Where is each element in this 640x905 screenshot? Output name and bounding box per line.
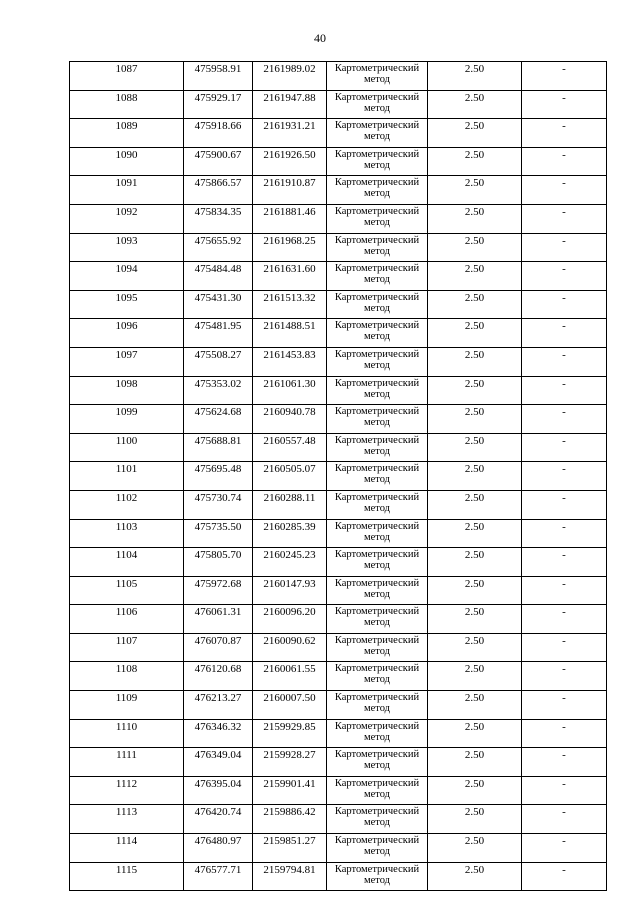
y-coordinate-cell: 2159929.85 — [253, 719, 327, 748]
table-row — [70, 204, 607, 233]
x-coordinate-cell: 475353.02 — [184, 376, 253, 405]
method-label-line2: метод — [363, 159, 391, 171]
y-coordinate-cell: 2160557.48 — [253, 433, 327, 462]
method-cell — [327, 233, 428, 262]
point-number-cell: 1100 — [70, 433, 184, 462]
table-row — [70, 719, 607, 748]
table-row — [70, 262, 607, 291]
y-coordinate-cell: 2161931.21 — [253, 119, 327, 148]
y-coordinate-cell: 2161631.60 — [253, 262, 327, 291]
x-coordinate-cell: 475481.95 — [184, 319, 253, 348]
method-cell — [327, 376, 428, 405]
method-label-line2: метод — [363, 74, 391, 85]
description-cell: - — [522, 62, 607, 91]
x-coordinate-cell: 476349.04 — [184, 748, 253, 777]
accuracy-cell: 2.50 — [428, 633, 522, 662]
table-row — [70, 347, 607, 376]
y-coordinate-cell: 2161926.50 — [253, 147, 327, 176]
coordinates-table-body — [70, 62, 607, 891]
y-coordinate-cell: 2160090.62 — [253, 633, 327, 662]
method-label-line1: Картометрический — [334, 606, 420, 618]
method-cell — [327, 633, 428, 662]
accuracy-cell: 2.50 — [428, 347, 522, 376]
point-number-cell: 1113 — [70, 805, 184, 834]
x-coordinate-cell: 476070.87 — [184, 633, 253, 662]
table-row — [70, 862, 607, 891]
x-coordinate-cell: 475431.30 — [184, 290, 253, 319]
method-label-line2: метод — [363, 760, 391, 772]
method-label-line2: метод — [363, 731, 391, 743]
point-number-cell: 1110 — [70, 719, 184, 748]
y-coordinate-cell: 2159886.42 — [253, 805, 327, 834]
method-label-line2: метод — [363, 588, 391, 600]
description-cell: - — [522, 347, 607, 376]
method-cell — [327, 290, 428, 319]
description-cell: - — [522, 290, 607, 319]
description-cell: - — [522, 462, 607, 491]
page-number: 40 — [314, 31, 326, 45]
method-label-line1: Картометрический — [334, 463, 420, 475]
method-label-line1: Картометрический — [334, 806, 420, 818]
description-cell: - — [522, 376, 607, 405]
accuracy-cell: 2.50 — [428, 462, 522, 491]
point-number-cell: 1099 — [70, 405, 184, 434]
y-coordinate-cell: 2160061.55 — [253, 662, 327, 691]
method-cell — [327, 490, 428, 519]
y-coordinate-cell: 2160245.23 — [253, 548, 327, 577]
description-cell: - — [522, 776, 607, 805]
method-label-line1: Картометрический — [334, 835, 420, 847]
method-label-line2: метод — [363, 788, 391, 800]
point-number-cell: 1098 — [70, 376, 184, 405]
table-row — [70, 576, 607, 605]
method-label-line1: Картометрический — [334, 291, 420, 303]
method-cell — [327, 62, 428, 91]
table-row — [70, 319, 607, 348]
method-label-line1: Картометрический — [334, 406, 420, 418]
point-number-cell: 1114 — [70, 834, 184, 863]
x-coordinate-cell: 475972.68 — [184, 576, 253, 605]
y-coordinate-cell: 2159928.27 — [253, 748, 327, 777]
point-number-cell: 1101 — [70, 462, 184, 491]
y-coordinate-cell: 2160288.11 — [253, 490, 327, 519]
x-coordinate-cell: 476420.74 — [184, 805, 253, 834]
point-number-cell: 1108 — [70, 662, 184, 691]
y-coordinate-cell: 2161488.51 — [253, 319, 327, 348]
accuracy-cell: 2.50 — [428, 119, 522, 148]
method-cell — [327, 433, 428, 462]
table-row — [70, 462, 607, 491]
description-cell: - — [522, 862, 607, 891]
method-label-line2: метод — [363, 388, 391, 400]
description-cell: - — [522, 433, 607, 462]
table-row — [70, 748, 607, 777]
y-coordinate-cell: 2160505.07 — [253, 462, 327, 491]
accuracy-cell: 2.50 — [428, 290, 522, 319]
y-coordinate-cell: 2159794.81 — [253, 862, 327, 891]
accuracy-cell: 2.50 — [428, 376, 522, 405]
table-row — [70, 376, 607, 405]
table-row — [70, 691, 607, 720]
method-label-line2: метод — [363, 245, 391, 257]
description-cell: - — [522, 576, 607, 605]
x-coordinate-cell: 475655.92 — [184, 233, 253, 262]
point-number-cell: 1091 — [70, 176, 184, 205]
point-number-cell: 1104 — [70, 548, 184, 577]
accuracy-cell: 2.50 — [428, 748, 522, 777]
accuracy-cell: 2.50 — [428, 805, 522, 834]
table-row — [70, 119, 607, 148]
table-row — [70, 90, 607, 119]
description-cell: - — [522, 405, 607, 434]
method-cell — [327, 834, 428, 863]
accuracy-cell: 2.50 — [428, 862, 522, 891]
y-coordinate-cell: 2161061.30 — [253, 376, 327, 405]
accuracy-cell: 2.50 — [428, 90, 522, 119]
y-coordinate-cell: 2161989.02 — [253, 62, 327, 91]
method-cell — [327, 548, 428, 577]
y-coordinate-cell: 2161910.87 — [253, 176, 327, 205]
method-label-line1: Картометрический — [334, 63, 420, 74]
method-label-line1: Картометрический — [334, 491, 420, 503]
accuracy-cell: 2.50 — [428, 662, 522, 691]
accuracy-cell: 2.50 — [428, 62, 522, 91]
description-cell: - — [522, 490, 607, 519]
x-coordinate-cell: 475929.17 — [184, 90, 253, 119]
point-number-cell: 1093 — [70, 233, 184, 262]
table-row — [70, 548, 607, 577]
point-number-cell: 1103 — [70, 519, 184, 548]
description-cell: - — [522, 834, 607, 863]
table-row — [70, 62, 607, 91]
method-label-line1: Картометрический — [334, 263, 420, 275]
y-coordinate-cell: 2160147.93 — [253, 576, 327, 605]
description-cell: - — [522, 233, 607, 262]
method-label-line2: метод — [363, 102, 391, 114]
x-coordinate-cell: 476346.32 — [184, 719, 253, 748]
method-cell — [327, 405, 428, 434]
table-row — [70, 834, 607, 863]
description-cell: - — [522, 605, 607, 634]
coordinates-table — [69, 61, 607, 891]
method-label-line2: метод — [363, 617, 391, 629]
description-cell: - — [522, 262, 607, 291]
point-number-cell: 1089 — [70, 119, 184, 148]
description-cell: - — [522, 691, 607, 720]
point-number-cell: 1097 — [70, 347, 184, 376]
y-coordinate-cell: 2161968.25 — [253, 233, 327, 262]
table-row — [70, 490, 607, 519]
method-label-line2: метод — [363, 274, 391, 286]
description-cell: - — [522, 519, 607, 548]
accuracy-cell: 2.50 — [428, 262, 522, 291]
x-coordinate-cell: 476395.04 — [184, 776, 253, 805]
table-row — [70, 176, 607, 205]
point-number-cell: 1096 — [70, 319, 184, 348]
table-row — [70, 433, 607, 462]
method-label-line1: Картометрический — [334, 177, 420, 189]
method-label-line1: Картометрический — [334, 148, 420, 160]
method-cell — [327, 605, 428, 634]
x-coordinate-cell: 476120.68 — [184, 662, 253, 691]
accuracy-cell: 2.50 — [428, 319, 522, 348]
accuracy-cell: 2.50 — [428, 605, 522, 634]
method-label-line1: Картометрический — [334, 120, 420, 132]
method-label-line2: метод — [363, 331, 391, 343]
method-cell — [327, 147, 428, 176]
description-cell: - — [522, 748, 607, 777]
description-cell: - — [522, 119, 607, 148]
description-cell: - — [522, 147, 607, 176]
method-label-line1: Картометрический — [334, 348, 420, 360]
x-coordinate-cell: 475508.27 — [184, 347, 253, 376]
accuracy-cell: 2.50 — [428, 519, 522, 548]
point-number-cell: 1092 — [70, 204, 184, 233]
description-cell: - — [522, 805, 607, 834]
method-label-line2: метод — [363, 846, 391, 858]
y-coordinate-cell: 2161453.83 — [253, 347, 327, 376]
method-label-line2: метод — [363, 674, 391, 686]
table-row — [70, 233, 607, 262]
accuracy-cell: 2.50 — [428, 776, 522, 805]
method-cell — [327, 462, 428, 491]
method-cell — [327, 519, 428, 548]
table-row — [70, 519, 607, 548]
accuracy-cell: 2.50 — [428, 548, 522, 577]
description-cell: - — [522, 719, 607, 748]
method-label-line1: Картометрический — [334, 520, 420, 532]
method-cell — [327, 204, 428, 233]
y-coordinate-cell: 2159901.41 — [253, 776, 327, 805]
x-coordinate-cell: 475834.35 — [184, 204, 253, 233]
point-number-cell: 1107 — [70, 633, 184, 662]
method-label-line2: метод — [363, 417, 391, 429]
description-cell: - — [522, 176, 607, 205]
method-label-line2: метод — [363, 359, 391, 371]
method-cell — [327, 576, 428, 605]
method-cell — [327, 262, 428, 291]
accuracy-cell: 2.50 — [428, 233, 522, 262]
x-coordinate-cell: 475735.50 — [184, 519, 253, 548]
method-cell — [327, 662, 428, 691]
accuracy-cell: 2.50 — [428, 834, 522, 863]
x-coordinate-cell: 475900.67 — [184, 147, 253, 176]
x-coordinate-cell: 476213.27 — [184, 691, 253, 720]
x-coordinate-cell: 475958.91 — [184, 62, 253, 91]
accuracy-cell: 2.50 — [428, 147, 522, 176]
table-row — [70, 776, 607, 805]
x-coordinate-cell: 475918.66 — [184, 119, 253, 148]
table-row — [70, 633, 607, 662]
method-label-line1: Картометрический — [334, 434, 420, 446]
method-cell — [327, 691, 428, 720]
method-label-line2: метод — [363, 703, 391, 715]
point-number-cell: 1090 — [70, 147, 184, 176]
x-coordinate-cell: 475730.74 — [184, 490, 253, 519]
accuracy-cell: 2.50 — [428, 719, 522, 748]
table-row — [70, 405, 607, 434]
method-label-line2: метод — [363, 560, 391, 572]
method-label-line1: Картометрический — [334, 577, 420, 589]
point-number-cell: 1106 — [70, 605, 184, 634]
x-coordinate-cell: 475866.57 — [184, 176, 253, 205]
method-cell — [327, 805, 428, 834]
x-coordinate-cell: 475805.70 — [184, 548, 253, 577]
method-label-line1: Картометрический — [334, 91, 420, 103]
accuracy-cell: 2.50 — [428, 490, 522, 519]
x-coordinate-cell: 475484.48 — [184, 262, 253, 291]
point-number-cell: 1095 — [70, 290, 184, 319]
point-number-cell: 1112 — [70, 776, 184, 805]
method-cell — [327, 119, 428, 148]
method-label-line2: метод — [363, 474, 391, 486]
x-coordinate-cell: 475688.81 — [184, 433, 253, 462]
accuracy-cell: 2.50 — [428, 576, 522, 605]
x-coordinate-cell: 476577.71 — [184, 862, 253, 891]
y-coordinate-cell: 2160940.78 — [253, 405, 327, 434]
description-cell: - — [522, 548, 607, 577]
table-row — [70, 290, 607, 319]
x-coordinate-cell: 475624.68 — [184, 405, 253, 434]
method-cell — [327, 776, 428, 805]
method-label-line2: метод — [363, 531, 391, 543]
method-cell — [327, 90, 428, 119]
method-label-line2: метод — [363, 645, 391, 657]
method-label-line1: Картометрический — [334, 320, 420, 332]
method-label-line1: Картометрический — [334, 692, 420, 704]
method-cell — [327, 176, 428, 205]
description-cell: - — [522, 204, 607, 233]
method-label-line1: Картометрический — [334, 634, 420, 646]
x-coordinate-cell: 476061.31 — [184, 605, 253, 634]
method-label-line1: Картометрический — [334, 234, 420, 246]
method-label-line1: Картометрический — [334, 749, 420, 761]
accuracy-cell: 2.50 — [428, 433, 522, 462]
accuracy-cell: 2.50 — [428, 204, 522, 233]
table-row — [70, 147, 607, 176]
point-number-cell: 1094 — [70, 262, 184, 291]
y-coordinate-cell: 2160007.50 — [253, 691, 327, 720]
method-label-line2: метод — [363, 216, 391, 228]
x-coordinate-cell: 476480.97 — [184, 834, 253, 863]
table-row — [70, 662, 607, 691]
method-label-line2: метод — [363, 502, 391, 514]
y-coordinate-cell: 2159851.27 — [253, 834, 327, 863]
accuracy-cell: 2.50 — [428, 691, 522, 720]
y-coordinate-cell: 2160285.39 — [253, 519, 327, 548]
y-coordinate-cell: 2161947.88 — [253, 90, 327, 119]
point-number-cell: 1088 — [70, 90, 184, 119]
method-label-line2: метод — [363, 817, 391, 829]
point-number-cell: 1111 — [70, 748, 184, 777]
table-row — [70, 805, 607, 834]
accuracy-cell: 2.50 — [428, 176, 522, 205]
method-label-line1: Картометрический — [334, 549, 420, 561]
method-label-line1: Картометрический — [334, 663, 420, 675]
description-cell: - — [522, 90, 607, 119]
method-label-line2: метод — [363, 302, 391, 314]
method-label-line1: Картометрический — [334, 377, 420, 389]
method-label-line1: Картометрический — [334, 777, 420, 789]
method-cell — [327, 347, 428, 376]
point-number-cell: 1102 — [70, 490, 184, 519]
accuracy-cell: 2.50 — [428, 405, 522, 434]
y-coordinate-cell: 2160096.20 — [253, 605, 327, 634]
point-number-cell: 1109 — [70, 691, 184, 720]
method-cell — [327, 862, 428, 891]
x-coordinate-cell: 475695.48 — [184, 462, 253, 491]
point-number-cell: 1087 — [70, 62, 184, 91]
method-label-line1: Картометрический — [334, 205, 420, 217]
method-label-line2: метод — [363, 874, 391, 886]
method-label-line1: Картометрический — [334, 720, 420, 732]
method-label-line2: метод — [363, 188, 391, 200]
point-number-cell: 1105 — [70, 576, 184, 605]
method-cell — [327, 719, 428, 748]
method-label-line2: метод — [363, 131, 391, 143]
y-coordinate-cell: 2161513.32 — [253, 290, 327, 319]
method-label-line1: Картометрический — [334, 863, 420, 875]
description-cell: - — [522, 633, 607, 662]
description-cell: - — [522, 319, 607, 348]
table-row — [70, 605, 607, 634]
point-number-cell: 1115 — [70, 862, 184, 891]
y-coordinate-cell: 2161881.46 — [253, 204, 327, 233]
method-label-line2: метод — [363, 445, 391, 457]
method-cell — [327, 748, 428, 777]
description-cell: - — [522, 662, 607, 691]
method-cell — [327, 319, 428, 348]
